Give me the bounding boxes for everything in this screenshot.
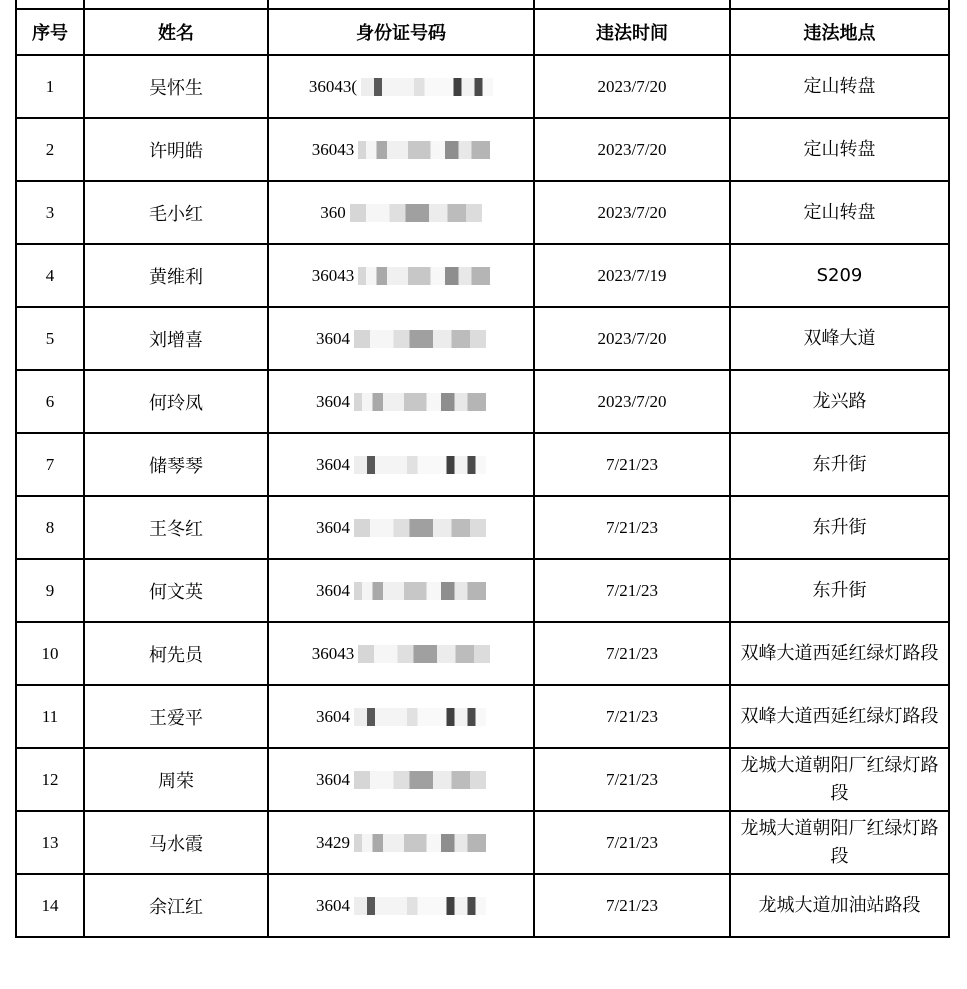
table-row [16, 748, 949, 811]
cell-place: S209 [730, 244, 949, 307]
cell-time: 7/21/23 [534, 433, 730, 496]
cell-id [268, 181, 534, 244]
id-prefix: 3604 [316, 706, 350, 726]
redacted-id-mask [354, 519, 486, 537]
id-prefix: 3604 [316, 454, 350, 474]
cell-time: 7/21/23 [534, 748, 730, 811]
id-number [316, 329, 486, 349]
cell-name: 吴怀生 [84, 55, 268, 118]
cell-name: 马水霞 [84, 811, 268, 874]
cell-name: 毛小红 [84, 181, 268, 244]
cell-name: 许明皓 [84, 118, 268, 181]
cell-time: 2023/7/20 [534, 181, 730, 244]
id-number [316, 455, 486, 475]
top-strip [16, 0, 949, 9]
cell-no: 5 [16, 307, 84, 370]
id-prefix: 36043 [311, 139, 355, 159]
cell-time: 7/21/23 [534, 559, 730, 622]
cell-id [268, 55, 534, 118]
cell-time: 7/21/23 [534, 811, 730, 874]
redacted-id-mask [354, 582, 486, 600]
id-prefix: 3604 [316, 328, 350, 348]
id-prefix: 36043 [311, 643, 355, 663]
cell-no: 4 [16, 244, 84, 307]
cell-no: 6 [16, 370, 84, 433]
id-prefix: 3604 [316, 391, 350, 411]
redacted-id-mask [354, 708, 486, 726]
cell-id [268, 370, 534, 433]
cell-time: 2023/7/20 [534, 118, 730, 181]
cell-time: 7/21/23 [534, 685, 730, 748]
cell-no: 13 [16, 811, 84, 874]
header-place: 违法地点 [730, 9, 949, 55]
table-row [16, 433, 949, 496]
table-row [16, 874, 949, 937]
id-prefix: 3604 [316, 517, 350, 537]
cell-no: 14 [16, 874, 84, 937]
redacted-id-mask [354, 456, 486, 474]
cell-id [268, 622, 534, 685]
cell-place: 龙城大道朝阳厂红绿灯路段 [730, 811, 949, 874]
cell-place: 定山转盘 [730, 181, 949, 244]
redacted-id-mask [354, 834, 486, 852]
id-number [316, 581, 486, 601]
table-row [16, 307, 949, 370]
cell-id [268, 307, 534, 370]
cell-id [268, 874, 534, 937]
cell-no: 3 [16, 181, 84, 244]
id-prefix: 3604 [316, 769, 350, 789]
redacted-id-mask [354, 897, 486, 915]
redacted-id-mask [354, 771, 486, 789]
redacted-id-mask [358, 141, 490, 159]
cell-no: 11 [16, 685, 84, 748]
cell-time: 2023/7/20 [534, 307, 730, 370]
id-prefix: 36043 [311, 265, 355, 285]
cell-no: 9 [16, 559, 84, 622]
cell-no: 1 [16, 55, 84, 118]
cell-place: 双峰大道西延红绿灯路段 [730, 622, 949, 685]
cell-place: 双峰大道西延红绿灯路段 [730, 685, 949, 748]
cell-place: 双峰大道 [730, 307, 949, 370]
id-number [316, 833, 486, 853]
table-row [16, 811, 949, 874]
cell-no: 2 [16, 118, 84, 181]
cell-no: 7 [16, 433, 84, 496]
id-number [316, 896, 486, 916]
cell-id [268, 244, 534, 307]
id-number [316, 770, 486, 790]
id-number [320, 203, 482, 223]
redacted-id-mask [358, 645, 490, 663]
id-prefix: 3604 [316, 895, 350, 915]
cell-name: 刘增喜 [84, 307, 268, 370]
cell-name: 黄维利 [84, 244, 268, 307]
cell-place: 龙城大道加油站路段 [730, 874, 949, 937]
cell-id [268, 496, 534, 559]
cell-place: 东升街 [730, 559, 949, 622]
cell-no: 12 [16, 748, 84, 811]
id-number [316, 518, 486, 538]
table-row [16, 181, 949, 244]
cell-place: 东升街 [730, 433, 949, 496]
cell-id [268, 748, 534, 811]
table-row [16, 559, 949, 622]
cell-no: 10 [16, 622, 84, 685]
redacted-id-mask [358, 267, 490, 285]
cell-name: 余江红 [84, 874, 268, 937]
cell-place: 定山转盘 [730, 55, 949, 118]
cell-name: 柯先员 [84, 622, 268, 685]
header-name: 姓名 [84, 9, 268, 55]
id-prefix: 3429 [316, 832, 350, 852]
redacted-id-mask [350, 204, 482, 222]
table-row [16, 622, 949, 685]
header-id: 身份证号码 [268, 9, 534, 55]
cell-time: 7/21/23 [534, 496, 730, 559]
redacted-id-mask [361, 78, 493, 96]
cell-time: 2023/7/20 [534, 55, 730, 118]
id-number [312, 644, 491, 664]
violation-table [15, 0, 950, 938]
cell-no: 8 [16, 496, 84, 559]
cell-id [268, 685, 534, 748]
cell-id [268, 811, 534, 874]
id-number [316, 707, 486, 727]
cell-id [268, 559, 534, 622]
header-no: 序号 [16, 9, 84, 55]
violation-table-sheet [15, 0, 948, 975]
cell-id [268, 118, 534, 181]
cell-time: 2023/7/20 [534, 370, 730, 433]
table-body [16, 55, 949, 937]
cell-place: 龙城大道朝阳厂红绿灯路段 [730, 748, 949, 811]
cell-place: 定山转盘 [730, 118, 949, 181]
cell-name: 王冬红 [84, 496, 268, 559]
id-prefix: 3604 [316, 580, 350, 600]
cell-place: 东升街 [730, 496, 949, 559]
table-row [16, 118, 949, 181]
cell-place: 龙兴路 [730, 370, 949, 433]
cell-name: 何文英 [84, 559, 268, 622]
id-number [309, 77, 493, 97]
redacted-id-mask [354, 393, 486, 411]
cell-time: 2023/7/19 [534, 244, 730, 307]
cell-name: 何玲凤 [84, 370, 268, 433]
cell-name: 周荣 [84, 748, 268, 811]
redacted-id-mask [354, 330, 486, 348]
id-prefix: 360 [320, 202, 346, 222]
cell-name: 储琴琴 [84, 433, 268, 496]
table-row [16, 55, 949, 118]
cell-name: 王爱平 [84, 685, 268, 748]
table-row [16, 496, 949, 559]
header-time: 违法时间 [534, 9, 730, 55]
table-row [16, 244, 949, 307]
table-header-row [16, 9, 949, 55]
table-row [16, 685, 949, 748]
cell-id [268, 433, 534, 496]
id-prefix: 36043( [308, 76, 358, 96]
id-number [312, 266, 491, 286]
id-number [316, 392, 486, 412]
cell-time: 7/21/23 [534, 874, 730, 937]
cell-time: 7/21/23 [534, 622, 730, 685]
table-row [16, 370, 949, 433]
id-number [312, 140, 491, 160]
